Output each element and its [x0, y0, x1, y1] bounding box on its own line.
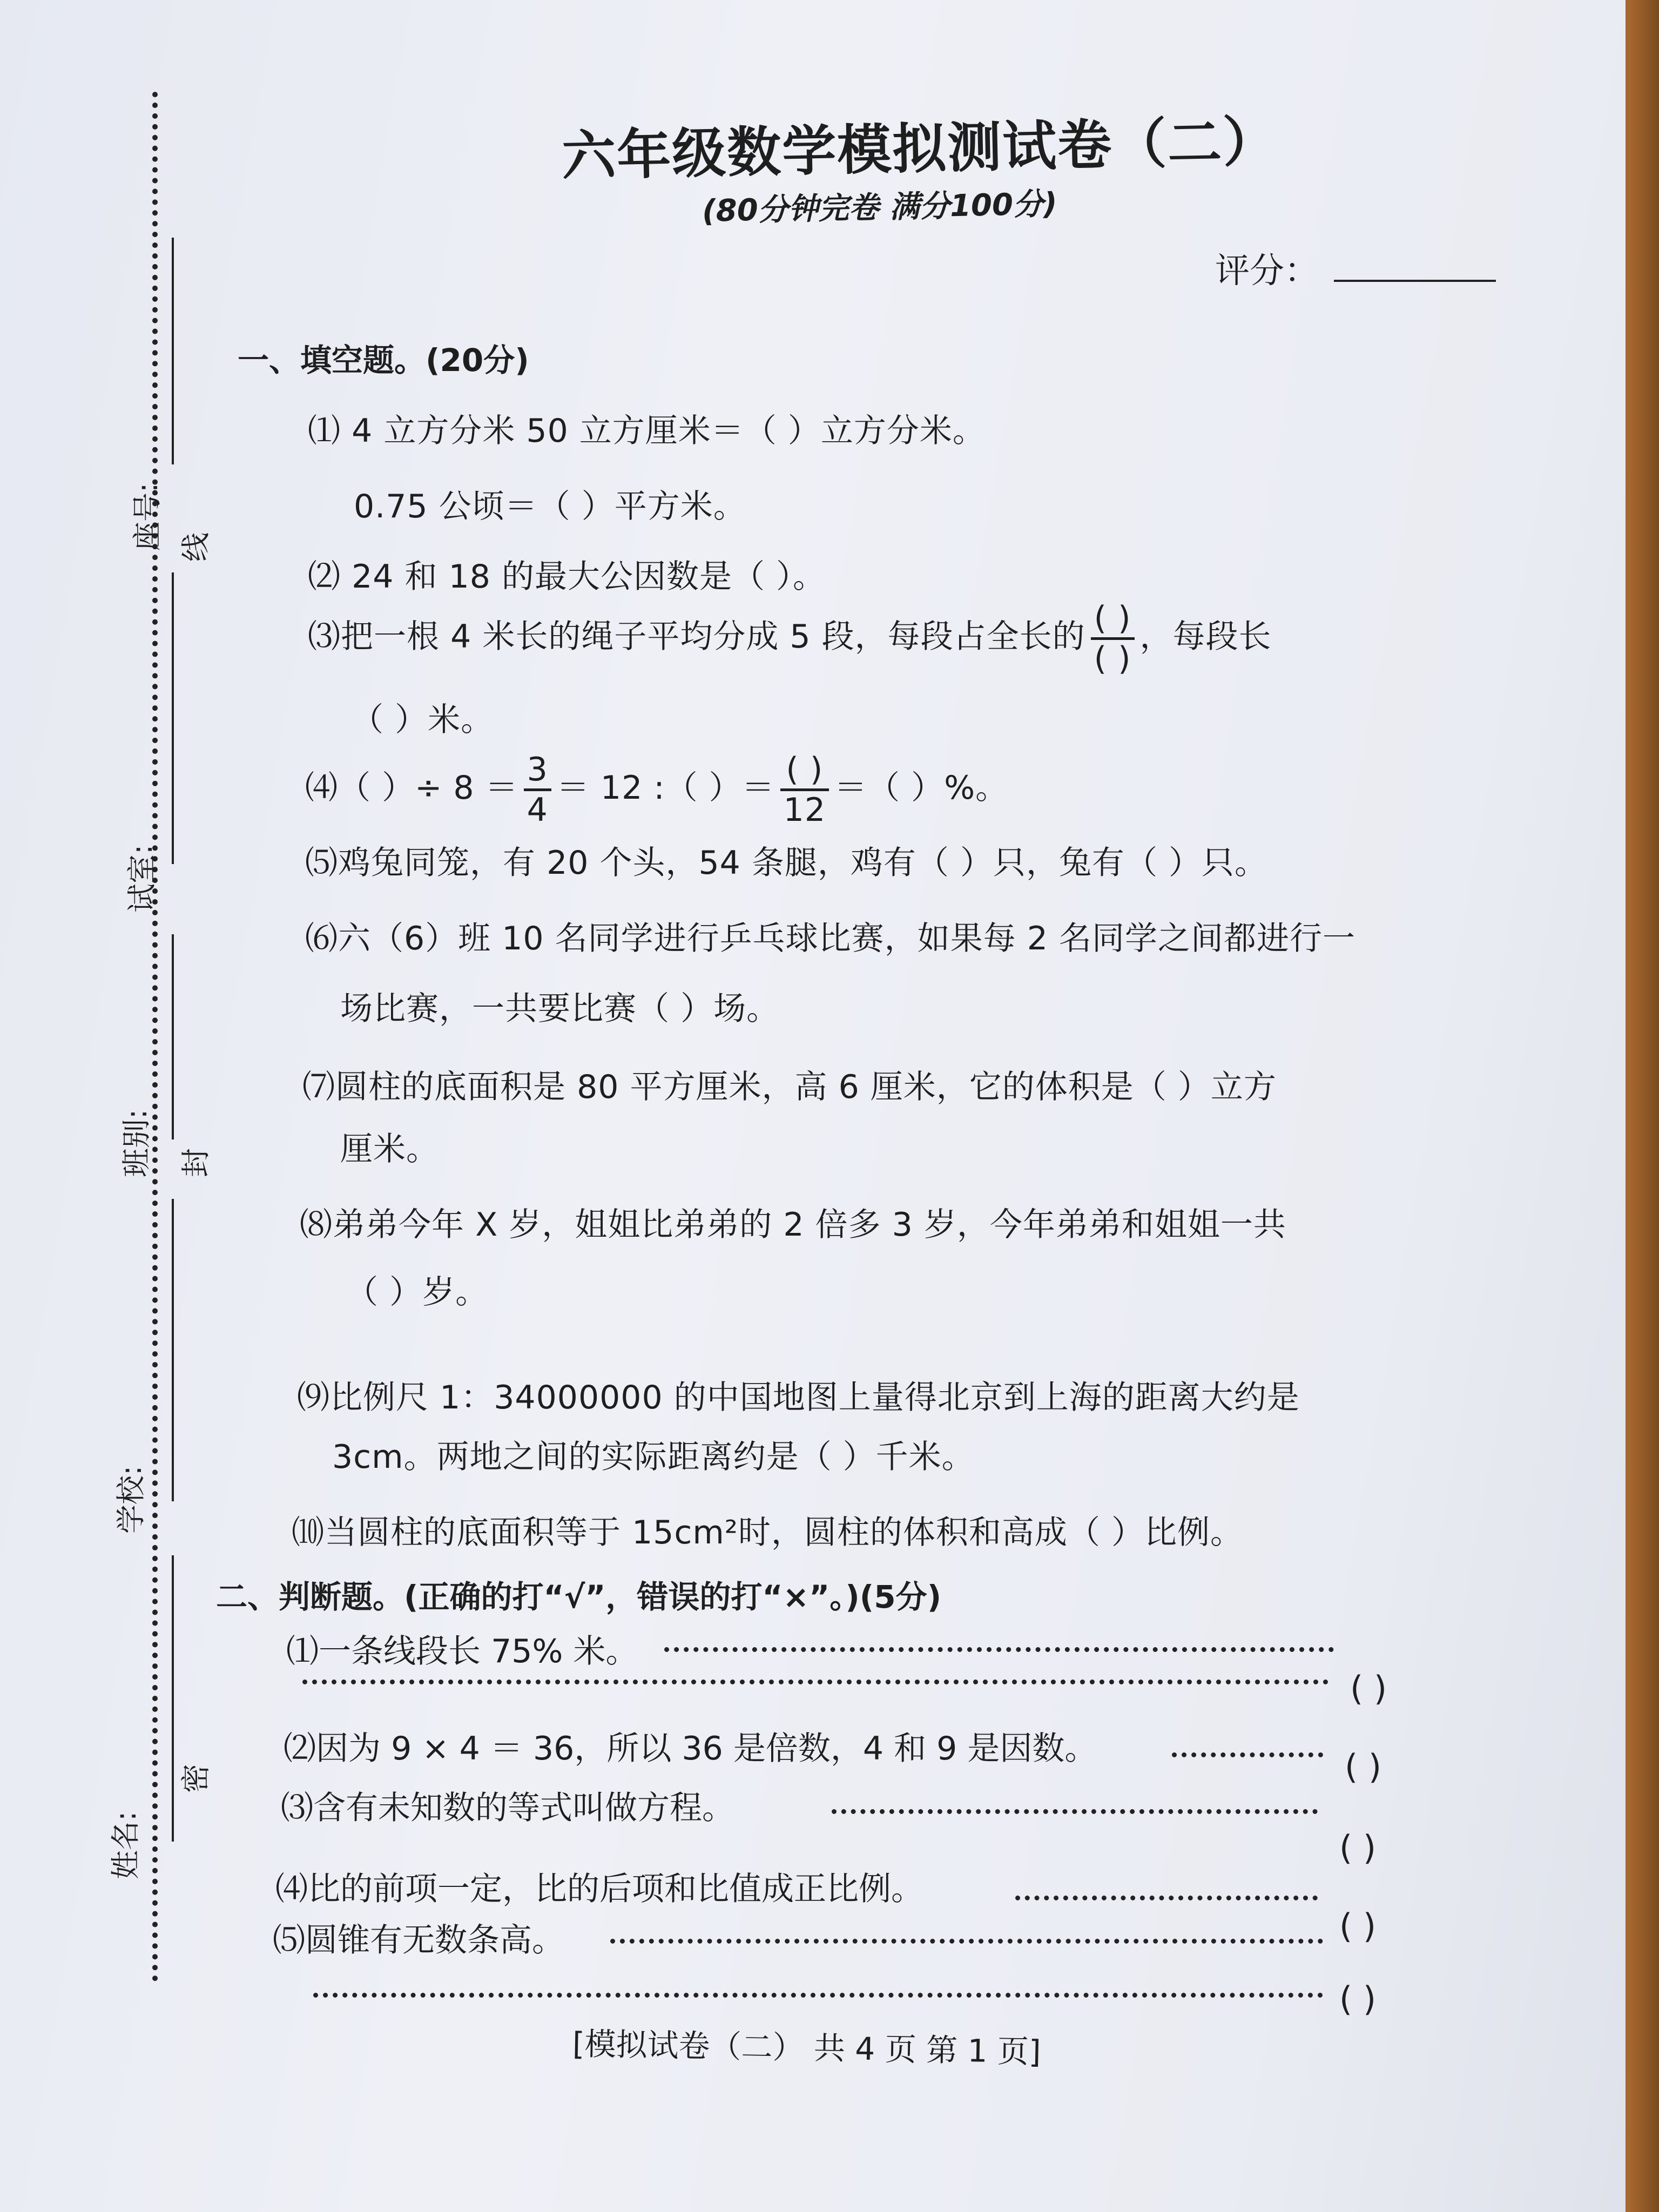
question-4-part-c: ＝（ ）%。 — [834, 769, 1009, 807]
seat-blank[interactable] — [172, 572, 174, 864]
judge-item-2: ⑵因为 9 × 4 ＝ 36，所以 36 是倍数，4 和 9 是因数。 — [284, 1730, 1097, 1768]
question-1b: 0.75 公顷＝（ ）平方米。 — [354, 488, 746, 525]
leader-dots — [610, 1939, 1323, 1944]
fraction-denominator: 12 — [783, 791, 826, 829]
exam-duration-note: (80分钟完卷 满分100分) — [702, 186, 1058, 229]
judge-item-1: ⑴一条线段长 75% 米。 — [286, 1633, 638, 1670]
seal-mark-feng: 封 — [179, 1148, 213, 1177]
question-3b: （ ）米。 — [351, 701, 494, 739]
seal-mark-xian: 线 — [179, 532, 213, 562]
question-6a: ⑹六（6）班 10 名同学进行乒乓球比赛，如果每 2 名同学之间都进行一 — [305, 920, 1355, 957]
question-6b: 场比赛，一共要比赛（ ）场。 — [340, 990, 780, 1028]
fraction-numerator: 3 — [524, 751, 551, 791]
question-8a: ⑻弟弟今年 X 岁，姐姐比弟弟的 2 倍多 3 岁，今年弟弟和姐姐一共 — [300, 1206, 1286, 1244]
fraction-denominator: 4 — [527, 791, 548, 829]
fraction-numerator: ( ) — [1091, 599, 1135, 640]
fraction-numerator: ( ) — [780, 751, 829, 791]
answer-bracket-2[interactable]: ( ) — [1345, 1747, 1382, 1786]
question-7a: ⑺圆柱的底面积是 80 平方厘米，高 6 厘米，它的体积是（ ）立方 — [302, 1068, 1277, 1106]
question-3a-text: ⑶把一根 4 米长的绳子平均分成 5 段，每段占全长的 — [308, 618, 1085, 656]
fraction-denominator: ( ) — [1094, 640, 1131, 678]
leader-dots — [664, 1647, 1334, 1652]
seat-label: 座号: — [130, 482, 164, 551]
question-9b: 3cm。两地之间的实际距离约是（ ）千米。 — [332, 1438, 975, 1476]
leader-dots — [832, 1809, 1318, 1814]
class-blank[interactable] — [172, 1199, 174, 1501]
question-3a — [308, 599, 1272, 678]
room-label: 试室: — [125, 844, 159, 913]
judge-item-4: ⑷比的前项一定，比的后项和比值成正比例。 — [275, 1870, 923, 1908]
school-label: 学校: — [114, 1465, 148, 1534]
seat-blank-upper[interactable] — [172, 238, 174, 464]
room-blank[interactable] — [172, 934, 174, 1139]
question-1a: ⑴ 4 立方分米 50 立方厘米＝（ ）立方分米。 — [308, 412, 986, 450]
question-4 — [305, 751, 1008, 829]
question-9a: ⑼比例尺 1：34000000 的中国地图上量得北京到上海的距离大约是 — [297, 1379, 1300, 1417]
question-8b: （ ）岁。 — [346, 1273, 489, 1311]
answer-bracket-1[interactable]: ( ) — [1350, 1669, 1387, 1708]
seal-mark-mi: 密 — [179, 1764, 213, 1793]
answer-bracket-5[interactable]: ( ) — [1339, 1979, 1377, 2019]
judge-item-5: ⑸圆锥有无数条高。 — [273, 1921, 564, 1959]
leader-dots — [302, 1680, 1328, 1684]
section-heading-true-false: 二、判断题。(正确的打“√”，错误的打“×”。)(5分) — [216, 1579, 942, 1615]
answer-bracket-3[interactable]: ( ) — [1339, 1828, 1377, 1867]
score-blank[interactable] — [1334, 280, 1496, 282]
leader-dots — [1172, 1752, 1323, 1757]
judge-item-3: ⑶含有未知数的等式叫做方程。 — [281, 1789, 734, 1827]
name-label: 姓名: — [109, 1811, 143, 1879]
question-3a-tail: ，每段长 — [1139, 618, 1272, 656]
question-10: ⑽当圆柱的底面积等于 15cm²时，圆柱的体积和高成（ ）比例。 — [292, 1514, 1243, 1552]
page-title: 六年级数学模拟测试卷（二） — [561, 110, 1279, 188]
question-2: ⑵ 24 和 18 的最大公因数是（ ）。 — [308, 558, 826, 596]
question-4-fraction-2 — [780, 751, 829, 829]
question-4-fraction-1 — [524, 751, 551, 829]
school-blank[interactable] — [172, 1555, 174, 1842]
question-5: ⑸鸡兔同笼，有 20 个头，54 条腿，鸡有（ ）只，兔有（ ）只。 — [305, 844, 1268, 882]
question-7b: 厘米。 — [340, 1130, 439, 1168]
question-3-fraction — [1091, 599, 1135, 678]
section-heading-fill-blank: 一、填空题。(20分) — [238, 342, 529, 379]
leader-dots — [313, 1993, 1323, 1998]
question-4-part-b: ＝ 12 :（ ）＝ — [556, 769, 775, 807]
leader-dots — [1015, 1896, 1318, 1900]
score-label: 评分： — [1215, 251, 1319, 291]
answer-bracket-4[interactable]: ( ) — [1339, 1906, 1377, 1946]
page-footer: [模拟试卷（二） 共 4 页 第 1 页] — [572, 2025, 1042, 2071]
seal-dotted-line — [152, 92, 158, 1982]
class-label: 班别: — [119, 1109, 153, 1177]
question-4-part-a: ⑷（ ）÷ 8 ＝ — [305, 769, 518, 807]
